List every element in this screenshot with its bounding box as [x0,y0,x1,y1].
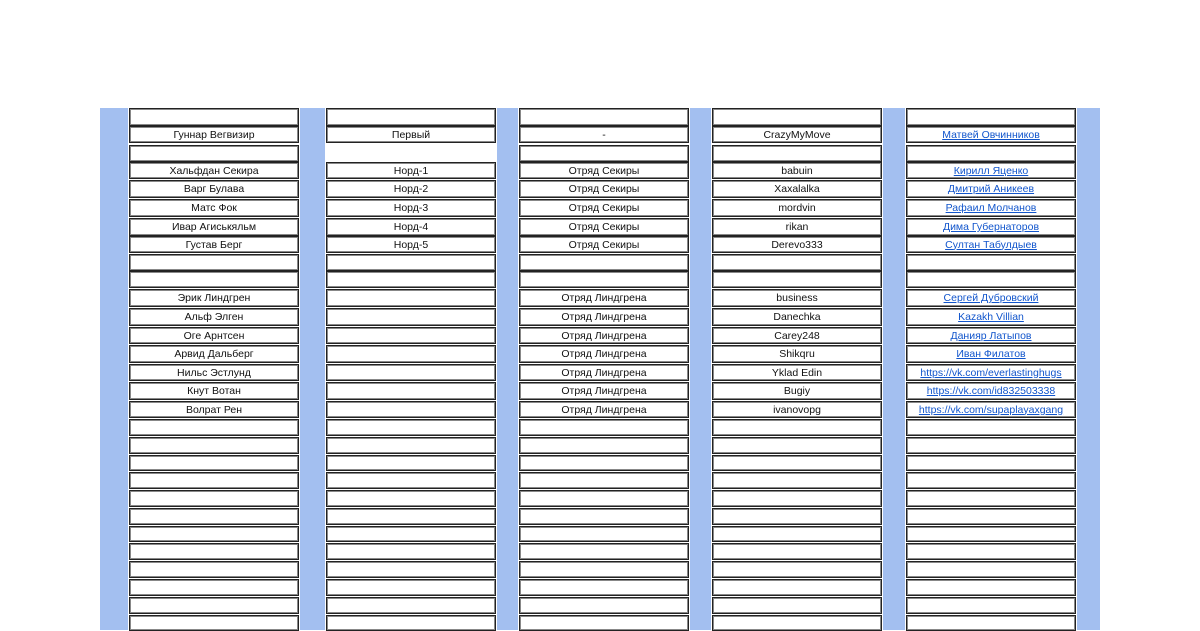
cell-call-27[interactable] [326,615,496,631]
cell-call-5[interactable]: Норд-4 [326,218,496,236]
cell-ucp-2[interactable]: babuin [712,162,882,179]
header-contact[interactable] [906,108,1076,126]
cell-squad-18[interactable] [519,455,689,471]
cell-contact-15[interactable] [906,401,1076,418]
contact-link[interactable]: https://vk.com/id832503338 [926,385,1056,397]
cell-call-10[interactable] [326,308,496,326]
cell-squad-4[interactable]: Отряд Секиры [519,199,689,217]
cell-ucp-18[interactable] [712,455,882,471]
cell-ucp-9[interactable]: business [712,289,882,307]
contact-link[interactable]: Иван Филатов [956,348,1026,360]
cell-contact-11[interactable] [906,327,1076,344]
cell-nick-26[interactable] [129,597,299,614]
cell-contact-20[interactable] [906,490,1076,507]
cell-contact-9[interactable] [906,289,1076,307]
contact-link[interactable]: Султан Табулдыев [945,238,1037,251]
cell-contact-25[interactable] [906,579,1076,596]
cell-contact-27[interactable] [906,615,1076,631]
cell-squad-19[interactable] [519,472,689,489]
cell-ucp-25[interactable] [712,579,882,596]
cell-contact-22[interactable] [906,526,1076,542]
cell-call-20[interactable] [326,490,496,507]
cell-call-22[interactable] [326,526,496,542]
cell-ucp-24[interactable] [712,561,882,578]
cell-squad-10[interactable]: Отряд Линдгрена [519,308,689,326]
cell-contact-19[interactable] [906,472,1076,489]
cell-squad-20[interactable] [519,490,689,507]
cell-ucp-0[interactable]: CrazyMyMove [712,126,882,143]
cell-call-1[interactable] [326,145,496,162]
cell-nick-15[interactable]: Волрат Рен [129,401,299,418]
cell-call-4[interactable]: Норд-3 [326,199,496,217]
column-nick [128,108,300,630]
cell-ucp-11[interactable]: Carey248 [712,327,882,344]
cell-call-8[interactable] [326,271,496,288]
cell-contact-17[interactable] [906,437,1076,454]
cell-squad-16[interactable] [519,419,689,436]
cell-nick-9[interactable]: Эрик Линдгрен [129,289,299,307]
cell-nick-4[interactable]: Матс Фок [129,199,299,217]
cell-nick-16[interactable] [129,419,299,436]
cell-contact-12[interactable] [906,345,1076,363]
cell-squad-0[interactable]: - [519,126,689,143]
cell-call-2[interactable]: Норд-1 [326,162,496,179]
cell-contact-3[interactable] [906,180,1076,198]
cell-nick-23[interactable] [129,543,299,560]
cell-call-13[interactable] [326,364,496,381]
cell-nick-11[interactable]: Оге Арнтсен [129,327,299,344]
cell-squad-12[interactable]: Отряд Линдгрена [519,345,689,363]
contact-link[interactable]: Дмитрий Аникеев [947,183,1035,195]
cell-ucp-22[interactable] [712,526,882,542]
cell-contact-10[interactable] [906,308,1076,326]
cell-ucp-14[interactable]: Bugiy [712,382,882,400]
cell-ucp-13[interactable]: Yklad Edin [712,364,882,381]
cell-ucp-5[interactable]: rikan [712,218,882,236]
cell-squad-27[interactable] [519,615,689,631]
cell-squad-6[interactable]: Отряд Секиры [519,236,689,253]
cell-contact-13[interactable] [906,364,1076,381]
cell-ucp-3[interactable]: Xaxalalka [712,180,882,198]
cell-nick-19[interactable] [129,472,299,489]
contact-link[interactable]: https://vk.com/everlastinghugs [920,366,1062,379]
cell-contact-23[interactable] [906,543,1076,560]
cell-ucp-19[interactable] [712,472,882,489]
header-ucp[interactable] [712,108,882,126]
cell-squad-21[interactable] [519,508,689,525]
cell-contact-1[interactable] [906,145,1076,162]
cell-ucp-12[interactable]: Shikqru [712,345,882,363]
cell-call-19[interactable] [326,472,496,489]
cell-call-15[interactable] [326,401,496,418]
cell-ucp-21[interactable] [712,508,882,525]
contact-link[interactable]: Матвей Овчинников [942,128,1040,141]
header-call[interactable] [326,108,496,126]
cell-call-23[interactable] [326,543,496,560]
cell-call-14[interactable] [326,382,496,400]
cell-nick-3[interactable]: Варг Булава [129,180,299,198]
cell-squad-9[interactable]: Отряд Линдгрена [519,289,689,307]
cell-squad-22[interactable] [519,526,689,542]
cell-contact-24[interactable] [906,561,1076,578]
cell-nick-5[interactable]: Ивар Агиськяльм [129,218,299,236]
header-squad[interactable] [519,108,689,126]
cell-contact-6[interactable] [906,236,1076,253]
cell-contact-21[interactable] [906,508,1076,525]
cell-call-9[interactable] [326,289,496,307]
cell-nick-12[interactable]: Арвид Дальберг [129,345,299,363]
cell-nick-7[interactable] [129,254,299,271]
cell-call-0[interactable]: Первый [326,126,496,143]
cell-call-11[interactable] [326,327,496,344]
cell-squad-2[interactable]: Отряд Секиры [519,162,689,179]
cell-contact-0[interactable] [906,126,1076,143]
cell-ucp-10[interactable]: Danechka [712,308,882,326]
cell-squad-13[interactable]: Отряд Линдгрена [519,364,689,381]
header-nick[interactable] [129,108,299,126]
cell-ucp-4[interactable]: mordvin [712,199,882,217]
cell-ucp-20[interactable] [712,490,882,507]
cell-squad-25[interactable] [519,579,689,596]
cell-call-3[interactable]: Норд-2 [326,180,496,198]
cell-nick-14[interactable]: Кнут Вотан [129,382,299,400]
contact-link[interactable]: Kazakh Villian [958,311,1024,323]
cell-call-26[interactable] [326,597,496,614]
cell-ucp-8[interactable] [712,271,882,288]
cell-squad-15[interactable]: Отряд Линдгрена [519,401,689,418]
cell-nick-20[interactable] [129,490,299,507]
cell-ucp-23[interactable] [712,543,882,560]
contact-link[interactable]: https://vk.com/supaplayaxgang [918,403,1064,416]
contact-link[interactable]: Дима Губернаторов [942,221,1040,233]
cell-call-6[interactable]: Норд-5 [326,236,496,253]
cell-squad-26[interactable] [519,597,689,614]
column-ucp [711,108,883,630]
cell-ucp-7[interactable] [712,254,882,271]
contact-link[interactable]: Сергей Дубровский [943,292,1039,304]
cell-contact-5[interactable] [906,218,1076,236]
cell-nick-18[interactable] [129,455,299,471]
cell-ucp-27[interactable] [712,615,882,631]
cell-nick-1[interactable] [129,145,299,162]
cell-ucp-15[interactable]: ivanovopg [712,401,882,418]
cell-contact-2[interactable] [906,162,1076,179]
cell-contact-16[interactable] [906,419,1076,436]
cell-squad-11[interactable]: Отряд Линдгрена [519,327,689,344]
cell-squad-23[interactable] [519,543,689,560]
cell-nick-10[interactable]: Альф Элген [129,308,299,326]
cell-nick-0[interactable]: Гуннар Вегвизир [129,126,299,143]
cell-squad-3[interactable]: Отряд Секиры [519,180,689,198]
column-squad [518,108,690,630]
cell-squad-5[interactable]: Отряд Секиры [519,218,689,236]
column-call [325,108,497,630]
cell-contact-26[interactable] [906,597,1076,614]
cell-ucp-16[interactable] [712,419,882,436]
cell-nick-6[interactable]: Густав Берг [129,236,299,253]
cell-call-16[interactable] [326,419,496,436]
cell-call-7[interactable] [326,254,496,271]
spreadsheet-sheet [100,108,1100,630]
cell-nick-8[interactable] [129,271,299,288]
column-contact [905,108,1077,630]
cell-nick-25[interactable] [129,579,299,596]
cell-nick-17[interactable] [129,437,299,454]
cell-call-17[interactable] [326,437,496,454]
cell-ucp-26[interactable] [712,597,882,614]
cell-ucp-1[interactable] [712,145,882,162]
cell-contact-8[interactable] [906,271,1076,288]
cell-contact-4[interactable] [906,199,1076,217]
cell-call-21[interactable] [326,508,496,525]
cell-ucp-6[interactable]: Derevo333 [712,236,882,253]
cell-call-12[interactable] [326,345,496,363]
contact-link[interactable]: Рафаил Молчанов [945,202,1037,214]
cell-call-25[interactable] [326,579,496,596]
cell-squad-17[interactable] [519,437,689,454]
cell-nick-2[interactable]: Хальфдан Секира [129,162,299,179]
cell-contact-18[interactable] [906,455,1076,471]
cell-nick-24[interactable] [129,561,299,578]
cell-nick-27[interactable] [129,615,299,631]
cell-squad-24[interactable] [519,561,689,578]
contact-link[interactable]: Кирилл Яценко [953,164,1029,177]
cell-nick-13[interactable]: Нильс Эстлунд [129,364,299,381]
cell-contact-14[interactable] [906,382,1076,400]
cell-nick-22[interactable] [129,526,299,542]
contact-link[interactable]: Данияр Латыпов [950,329,1032,342]
cell-ucp-17[interactable] [712,437,882,454]
cell-squad-14[interactable]: Отряд Линдгрена [519,382,689,400]
cell-squad-1[interactable] [519,145,689,162]
cell-call-18[interactable] [326,455,496,471]
cell-call-24[interactable] [326,561,496,578]
cell-nick-21[interactable] [129,508,299,525]
cell-contact-7[interactable] [906,254,1076,271]
cell-squad-7[interactable] [519,254,689,271]
cell-squad-8[interactable] [519,271,689,288]
